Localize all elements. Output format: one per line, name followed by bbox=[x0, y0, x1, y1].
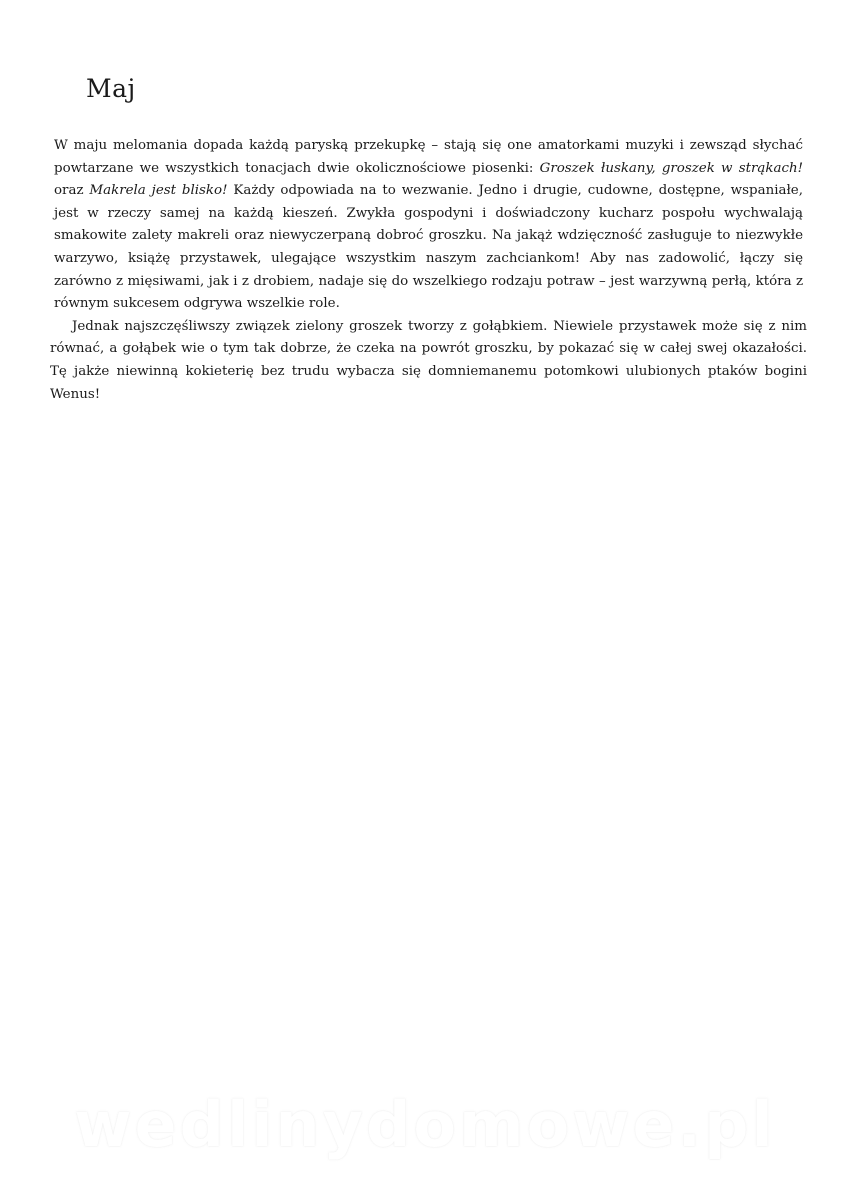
paragraph-2: Jednak najszczęśliwszy związek zielony groszek tworzy z gołąbkiem. Niewiele przystawek może się z nim równać, a gołąbek wie o tym tak dobrze, że czeka na powrót groszku, by pokazać się w całej swej okazałości. Tę jakże niewinną kokieterię bez trudu wybacza się domniemanemu potomkowi ulubionych ptaków bogini Wenus! bbox=[50, 318, 807, 402]
article-body bbox=[50, 135, 807, 406]
paragraph-1-text-c: Każdy odpowiada na to wezwanie. Jedno i drugie, cudowne, dostępne, wspaniałe, jest w rzeczy samej na każdą kieszeń. Zwykła gospodyni i doświadczony kucharz pospołu wychwalają smakowite zalety makreli oraz niewyczerpaną dobroć groszku. Na jakąż wdzięczność zasługuje to niezwykłe warzywo, książę przystawek, ulegające wszystkim naszym zachciankom! Aby nas zadowolić, łączy się zarówno z mięsiwami, jak i z drobiem, nadaje się do wszelkiego rodzaju potraw – jest warzywną perłą, która z równym sukcesem odgrywa wszelkie role. bbox=[54, 183, 803, 312]
watermark-text: wedlinydomowe.pl bbox=[74, 1088, 776, 1161]
paragraph-1-text-a: W maju melomania dopada każdą paryską przekupkę – stają się one amatorkami muzyki i zewsząd słychać powtarzane we wszystkich tonacjach dwie okolicznościowe piosenki: bbox=[54, 138, 803, 176]
paragraph-1-text-b: oraz bbox=[54, 183, 90, 199]
song-title-groszek: Groszek łuskany, groszek w strąkach! bbox=[539, 160, 803, 176]
paragraph-1 bbox=[50, 135, 807, 316]
song-title-makrela: Makrela jest blisko! bbox=[89, 183, 228, 199]
page-title: Maj bbox=[86, 74, 136, 103]
